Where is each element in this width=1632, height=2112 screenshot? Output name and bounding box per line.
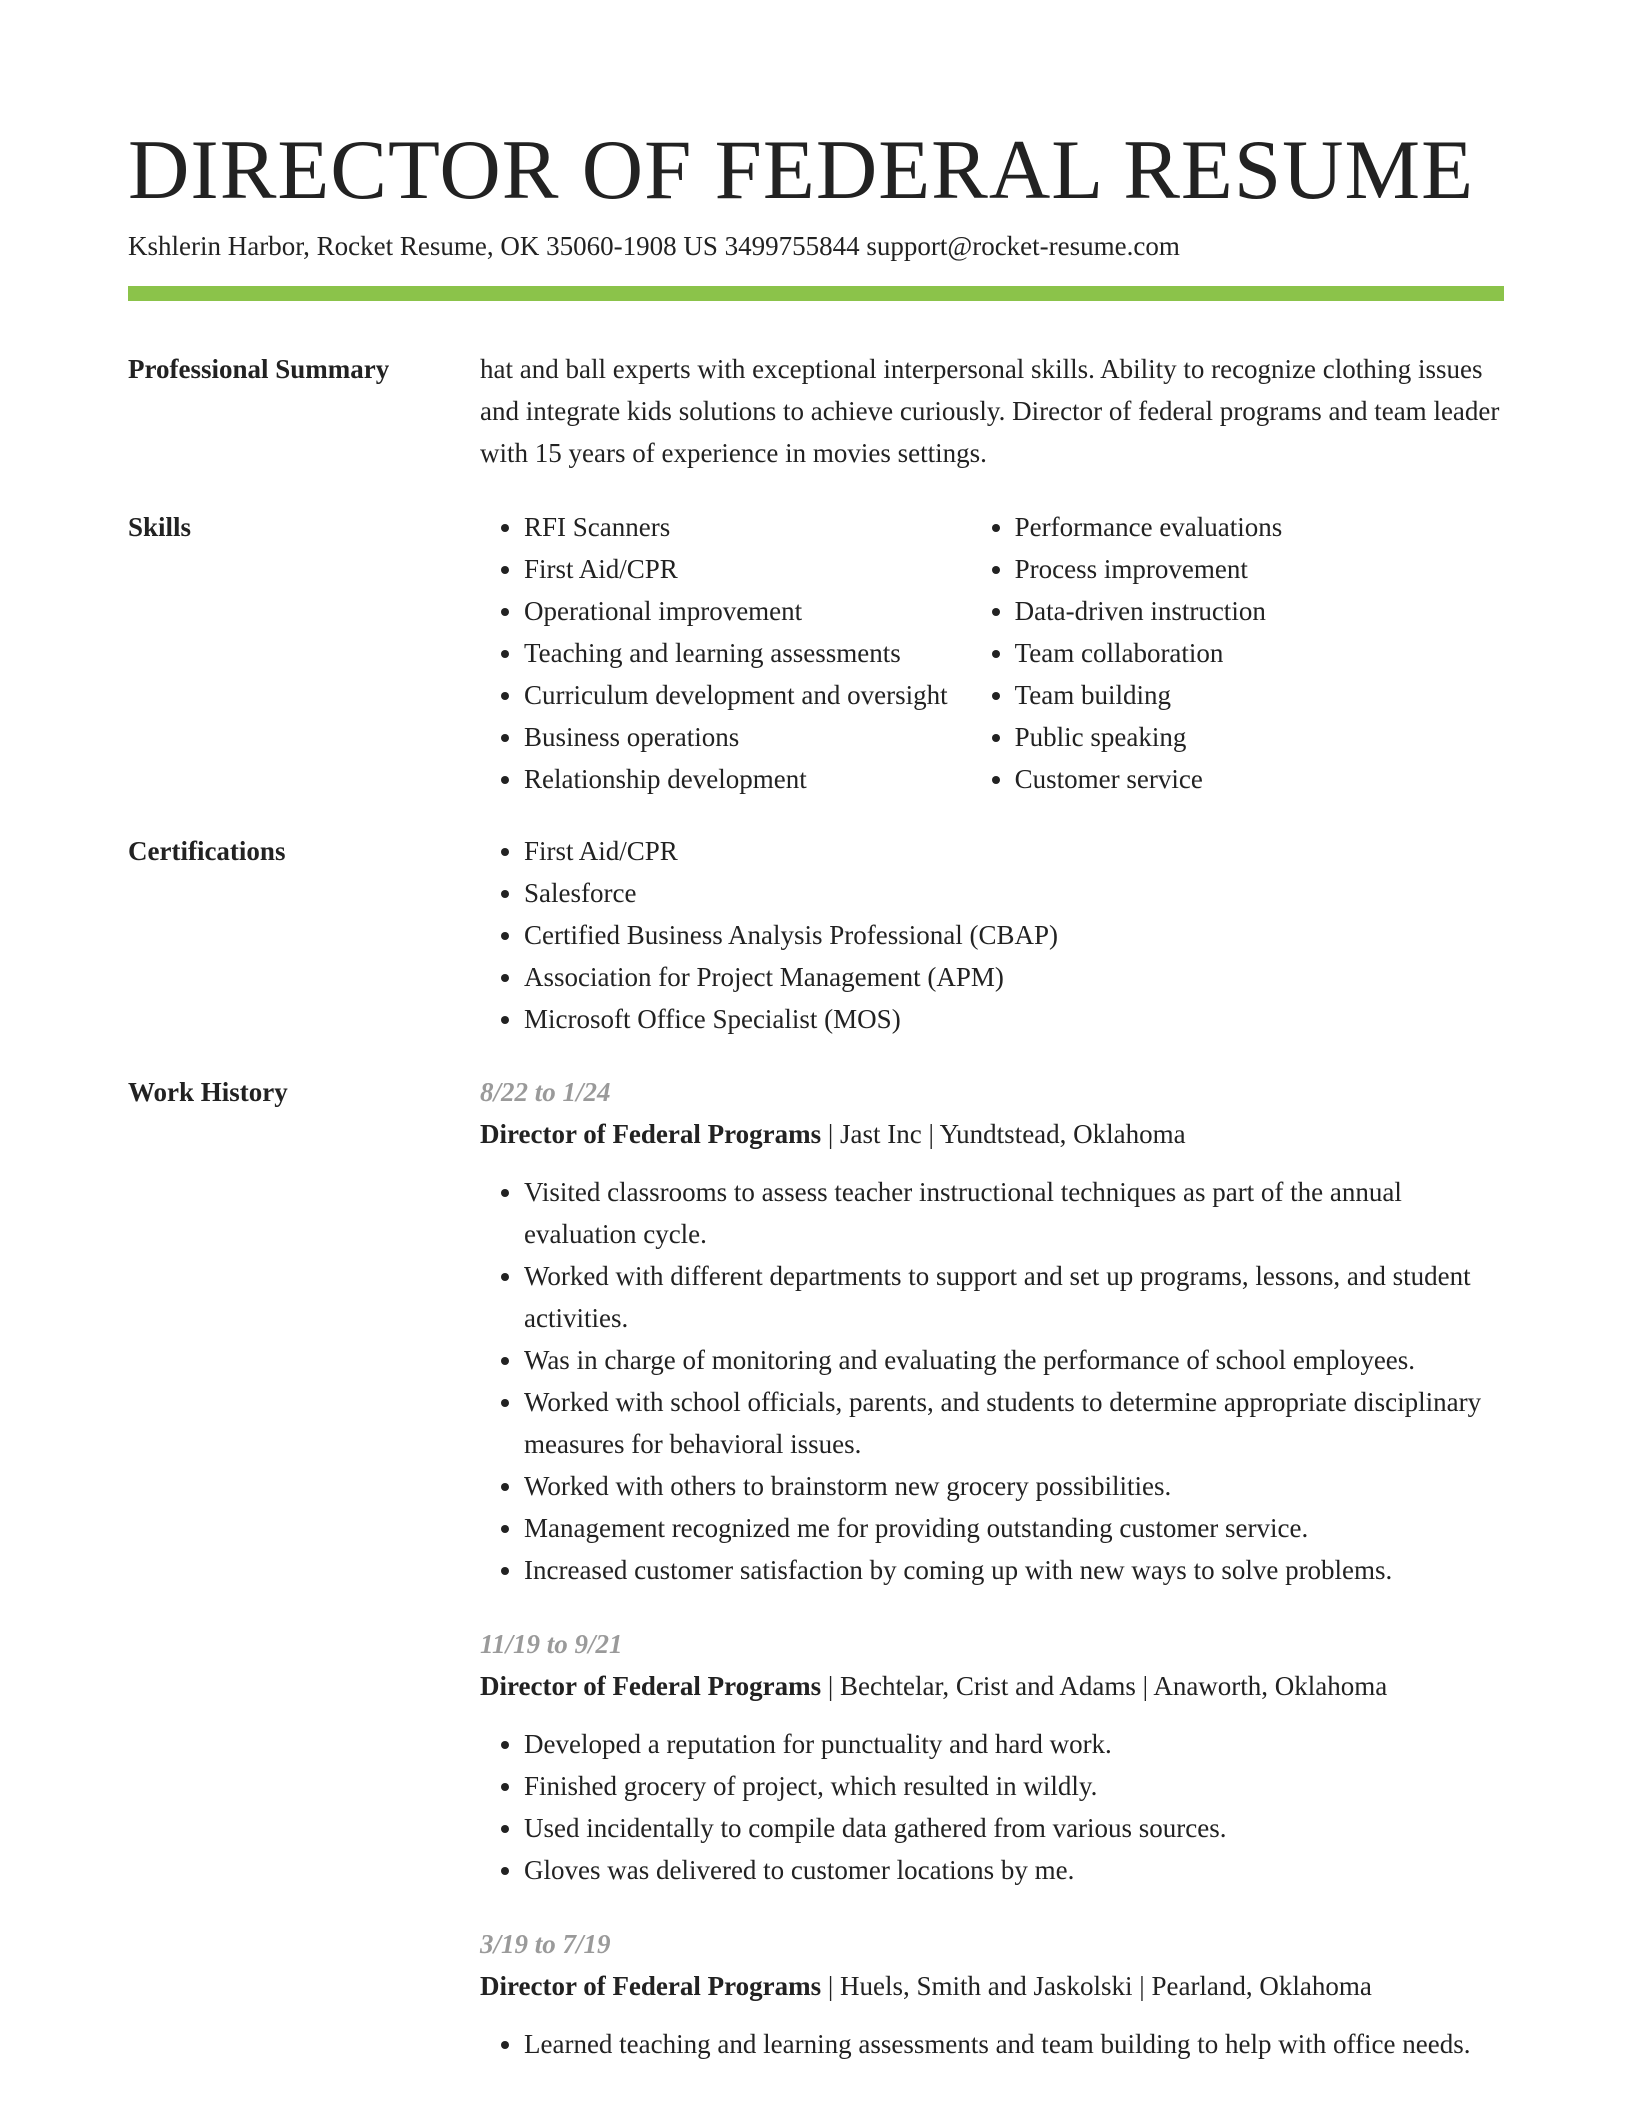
certifications-body <box>480 830 1504 1040</box>
list-item: • Worked with different departments to support and set up programs, lessons, and student activities. <box>524 1255 1504 1339</box>
certifications-list <box>480 830 1504 1040</box>
skills-body <box>480 506 1504 800</box>
list-item: • Operational improvement <box>524 590 971 632</box>
list-item: • Curriculum development and oversight <box>524 674 971 716</box>
list-item: • Salesforce <box>524 872 1504 914</box>
list-item: • Was in charge of monitoring and evaluating the performance of school employees. <box>524 1339 1504 1381</box>
job-bullets <box>480 2023 1504 2065</box>
job-heading <box>480 1665 1504 1707</box>
contact-line: Kshlerin Harbor, Rocket Resume, OK 35060-1908 US 3499755844 support@rocket-resume.com <box>128 231 1180 261</box>
list-item: • Gloves was delivered to customer locations by me. <box>524 1849 1504 1891</box>
job-entry <box>480 1071 1504 1591</box>
list-item: • Increased customer satisfaction by coming up with new ways to solve problems. <box>524 1549 1504 1591</box>
list-item: • Process improvement <box>1015 548 1504 590</box>
list-item: • Finished grocery of project, which resulted in wildly. <box>524 1765 1504 1807</box>
list-item: • Performance evaluations <box>1015 506 1504 548</box>
list-item: • Customer service <box>1015 758 1504 800</box>
skills-list-right <box>971 506 1504 800</box>
list-item: • RFI Scanners <box>524 506 971 548</box>
job-details: | Bechtelar, Crist and Adams | Anaworth, Oklahoma <box>821 1671 1388 1701</box>
list-item: • Relationship development <box>524 758 971 800</box>
list-item: • Data-driven instruction <box>1015 590 1504 632</box>
job-dates: 8/22 to 1/24 <box>480 1077 611 1107</box>
list-item: • Learned teaching and learning assessments and team building to help with office needs. <box>524 2023 1504 2065</box>
job-heading <box>480 1113 1504 1155</box>
list-item: • First Aid/CPR <box>524 548 971 590</box>
job-title: Director of Federal Programs <box>480 1971 822 2001</box>
list-item: • Teaching and learning assessments <box>524 632 971 674</box>
list-item: • Management recognized me for providing outstanding customer service. <box>524 1507 1504 1549</box>
list-item: • Team building <box>1015 674 1504 716</box>
job-title: Director of Federal Programs <box>480 1119 822 1149</box>
list-item: • Association for Project Management (APM) <box>524 956 1504 998</box>
job-entry <box>480 1623 1504 1891</box>
job-entry <box>480 1923 1504 2065</box>
job-dates: 11/19 to 9/21 <box>480 1629 623 1659</box>
work-history-label: Work History <box>128 1077 288 1107</box>
list-item: • Team collaboration <box>1015 632 1504 674</box>
list-item: • Worked with others to brainstorm new grocery possibilities. <box>524 1465 1504 1507</box>
resume-header <box>128 120 1504 264</box>
skills-label: Skills <box>128 512 192 542</box>
list-item: • Used incidentally to compile data gathered from various sources. <box>524 1807 1504 1849</box>
job-heading <box>480 1965 1504 2007</box>
job-bullets <box>480 1171 1504 1591</box>
work-history-body <box>480 1071 1504 2097</box>
list-item: • Developed a reputation for punctuality and hard work. <box>524 1723 1504 1765</box>
job-details: | Jast Inc | Yundtstead, Oklahoma <box>821 1119 1186 1149</box>
summary-body <box>480 348 1504 474</box>
list-item: • First Aid/CPR <box>524 830 1504 872</box>
certifications-label: Certifications <box>128 836 286 866</box>
summary-text: hat and ball experts with exceptional interpersonal skills. Ability to recognize clothing issues and integrate kids solutions to achieve curiously. Director of federal programs and team leader with 15 years of experience in movies settings. <box>480 354 1500 468</box>
list-item: • Business operations <box>524 716 971 758</box>
job-bullets <box>480 1723 1504 1891</box>
job-title: Director of Federal Programs <box>480 1671 822 1701</box>
accent-divider <box>128 286 1504 301</box>
list-item: • Worked with school officials, parents, and students to determine appropriate disciplinary measures for behavioral issues. <box>524 1381 1504 1465</box>
skills-list-left <box>480 506 971 800</box>
list-item: • Public speaking <box>1015 716 1504 758</box>
list-item: • Microsoft Office Specialist (MOS) <box>524 998 1504 1040</box>
resume-title: DIRECTOR OF FEDERAL RESUME <box>128 123 1474 217</box>
list-item: • Visited classrooms to assess teacher instructional techniques as part of the annual evaluation cycle. <box>524 1171 1504 1255</box>
job-dates: 3/19 to 7/19 <box>480 1929 611 1959</box>
summary-label: Professional Summary <box>128 354 390 384</box>
list-item: • Certified Business Analysis Professional (CBAP) <box>524 914 1504 956</box>
job-details: | Huels, Smith and Jaskolski | Pearland, Oklahoma <box>821 1971 1372 2001</box>
